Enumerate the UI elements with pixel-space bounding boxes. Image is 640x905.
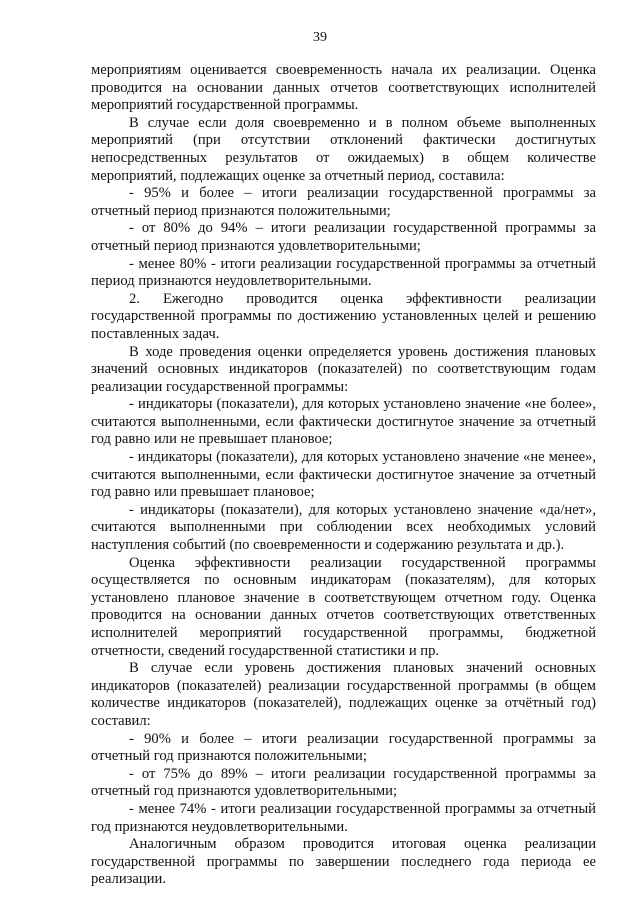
page-number: 39 — [313, 30, 327, 45]
list-item-90-percent: - 90% и более – итоги реализации государственной программы за отчетный год признаются положительными; — [91, 730, 596, 765]
paragraph-section-2: 2. Ежегодно проводится оценка эффективности реализации государственной программы по достижению установленных целей и решению поставленных задач. — [91, 290, 596, 342]
paragraph-0: мероприятиям оценивается своевременность начала их реализации. Оценка проводится на основании данных отчетов соответствующих исполнителей мероприятий государственной программы. — [91, 62, 596, 114]
list-item-95-percent: - 95% и более – итоги реализации государственной программы за отчетный период признаются положительными; — [91, 185, 596, 219]
list-item-75-89-percent: - от 75% до 89% – итоги реализации государственной программы за отчетный год признаются удовлетворительными; — [91, 765, 596, 800]
list-item-yes-no: - индикаторы (показатели), для которых установлено значение «да/нет», считаются выполненными при соблюдении всех необходимых условий наступления событий (по своевременности и содержанию результата и др.). — [91, 501, 596, 554]
list-item-not-less: - индикаторы (показатели), для которых установлено значение «не менее», считаются выполненными, если фактически достигнутое значение за отчетный год равно или превышает плановое; — [91, 449, 596, 501]
document-body — [91, 62, 596, 889]
paragraph-final: Аналогичным образом проводится итоговая оценка реализации государственной программы по завершении последнего года периода ее реализации. — [91, 836, 596, 888]
list-item-below-74-percent: - менее 74% - итоги реализации государственной программы за отчетный год признаются неудовлетворительными. — [91, 800, 596, 835]
list-item-below-80-percent: - менее 80% - итоги реализации государственной программы за отчетный период признаются неудовлетворительными. — [91, 255, 596, 290]
paragraph-11: В случае если уровень достижения плановых значений основных индикаторов (показателей) реализации государственной программы (в общем количестве индикаторов (показателей), подлежащих оценке за отчётный год) составил: — [91, 660, 596, 729]
list-item-not-more: - индикаторы (показатели), для которых установлено значение «не более», считаются выполненными, если фактически достигнутое значение за отчетный год равно или не превышает плановое; — [91, 396, 596, 448]
paragraph-10: Оценка эффективности реализации государственной программы осуществляется по основным индикаторам (показателям), для которых установлено плановое значение в соответствующем отчетном году. Оценка проводится на основании данных отчетов соответствующих ответственных исполнителей мероприятий государственной программы, бюджетной отчетности, сведений государственной статистики и пр. — [91, 554, 596, 659]
list-item-80-94-percent: - от 80% до 94% – итоги реализации государственной программы за отчетный период признаются удовлетворительными; — [91, 220, 596, 254]
paragraph-1: В случае если доля своевременно и в полном объеме выполненных мероприятий (при отсутствии отклонений фактически достигнутых непосредственных результатов от ожидаемых) в общем количестве мероприятий, подлежащих оценке за отчетный период, составила: — [91, 114, 596, 184]
paragraph-6: В ходе проведения оценки определяется уровень достижения плановых значений основных индикаторов (показателей) по соответствующим годам реализации государственной программы: — [91, 343, 596, 395]
